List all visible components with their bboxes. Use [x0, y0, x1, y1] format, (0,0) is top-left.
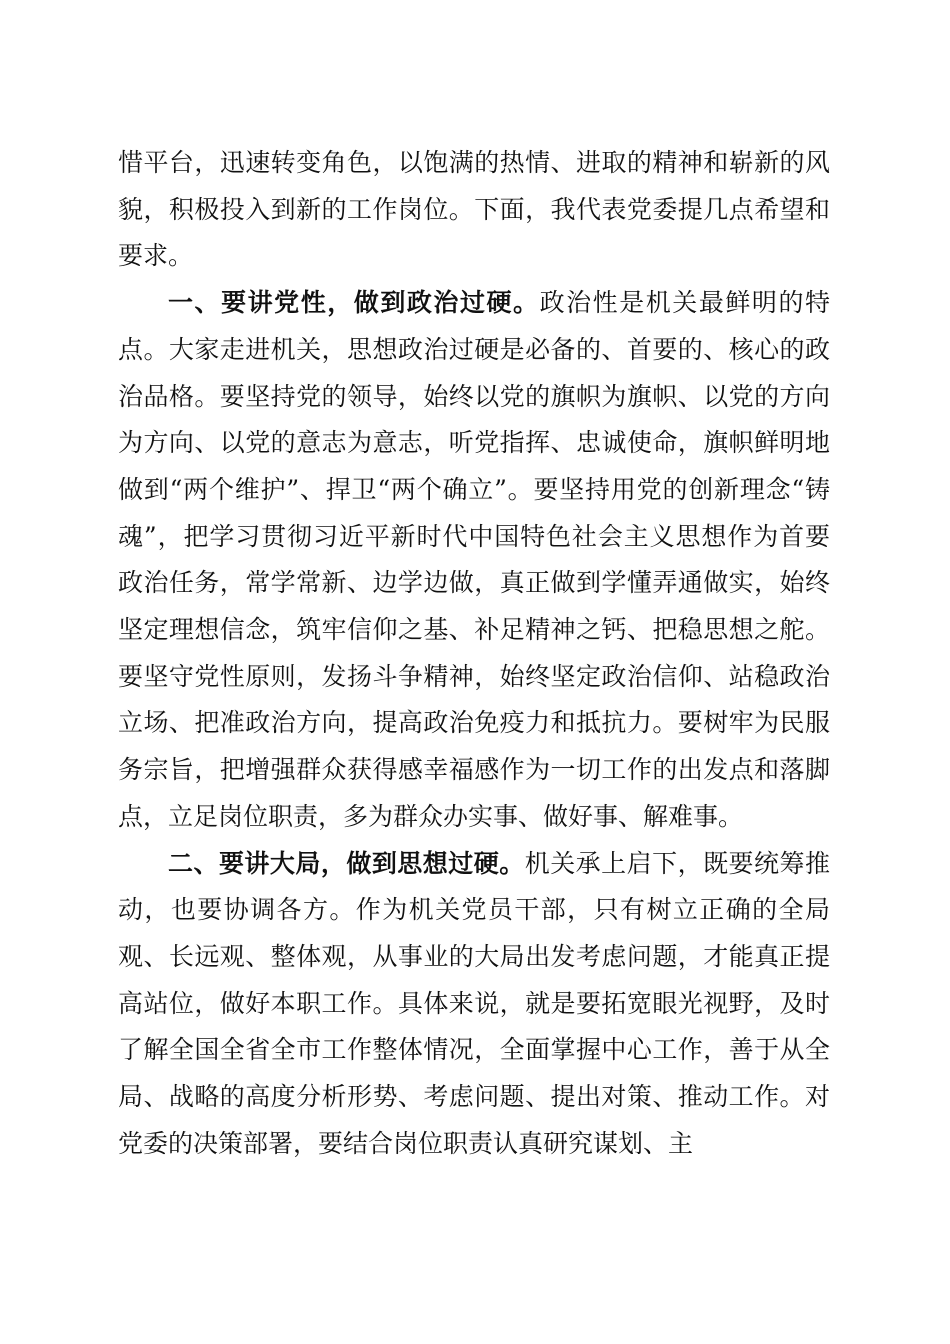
- paragraph-text: 惜平台，迅速转变角色，以饱满的热情、进取的精神和崭新的风貌，积极投入到新的工作岗位。下面，我代表党委提几点希望和要求。: [118, 148, 830, 271]
- paragraph-section-two: [118, 841, 830, 1168]
- section-one-text: 政治性是机关最鲜明的特点。大家走进机关，思想政治过硬是必备的、首要的、核心的政治品格。要坚持党的领导，始终以党的旗帜为旗帜、以党的方向为方向、以党的意志为意志，听党指挥、忠诚使命，旗帜鲜明地做到“两个维护”、捍卫“两个确立”。要坚持用党的创新理念“铸魂”，把学习贯彻习近平新时代中国特色社会主义思想作为首要政治任务，常学常新、边学边做，真正做到学懂弄通做实，始终坚定理想信念，筑牢信仰之基、补足精神之钙、把稳思想之舵。要坚守党性原则，发扬斗争精神，始终坚定政治信仰、站稳政治立场、把准政治方向，提高政治免疫力和抵抗力。要树牢为民服务宗旨，把增强群众获得感幸福感作为一切工作的出发点和落脚点，立足岗位职责，多为群众办实事、做好事、解难事。: [118, 288, 830, 831]
- paragraph-section-one: [118, 280, 830, 840]
- paragraph-continuation: [118, 140, 830, 280]
- document-body: [118, 140, 830, 1167]
- section-two-heading: 二、要讲大局，做到思想过硬。: [168, 848, 525, 878]
- section-two-text: 机关承上启下，既要统筹推动，也要协调各方。作为机关党员干部，只有树立正确的全局观、长远观、整体观，从事业的大局出发考虑问题，才能真正提高站位，做好本职工作。具体来说，就是要拓宽眼光视野，及时了解全国全省全市工作整体情况，全面掌握中心工作，善于从全局、战略的高度分析形势、考虑问题、提出对策、推动工作。对党委的决策部署，要结合岗位职责认真研究谋划、主: [118, 848, 830, 1158]
- section-one-heading: 一、要讲党性，做到政治过硬。: [168, 288, 540, 318]
